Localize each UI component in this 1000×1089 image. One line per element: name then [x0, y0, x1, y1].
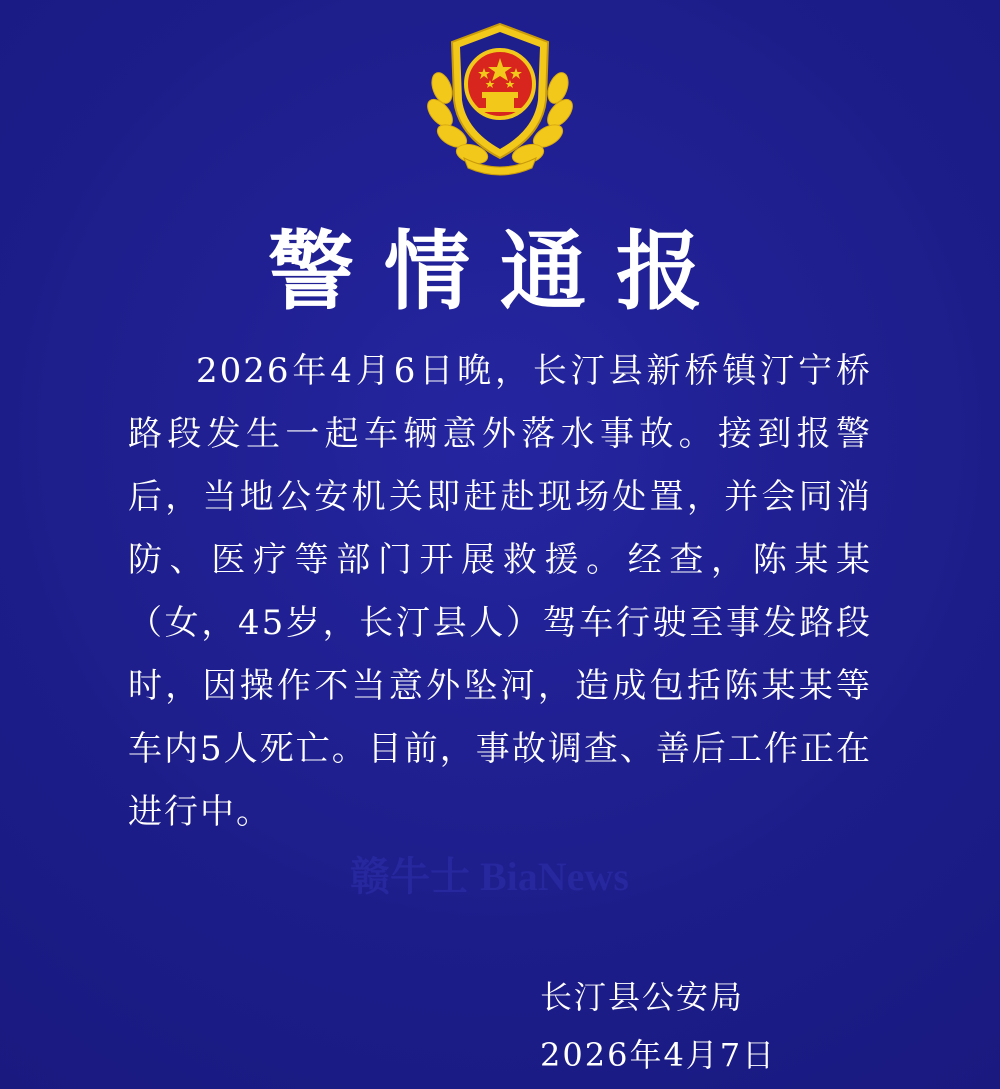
notice-text: 2026年4月6日晚，长汀县新桥镇汀宁桥路段发生一起车辆意外落水事故。接到报警后，当地公安机关即赶赴现场处置，并会同消防、医疗等部门开展救援。经查，陈某某（女，45岁，长汀县人）驾车行驶至事发路段时，因操作不当意外坠河，造成包括陈某某等车内5人死亡。目前，事故调查、善后工作正在进行中。 [128, 351, 872, 832]
signature-block [540, 968, 900, 1084]
police-emblem-icon [420, 18, 580, 178]
watermark: 赣牛士 BiaNews [350, 854, 629, 899]
issuer-name: 长汀县公安局 [540, 978, 745, 1016]
page-title: 警情通报 [268, 221, 732, 322]
notice-paragraph [128, 340, 872, 844]
issue-date: 2026年4月7日 [540, 1036, 777, 1074]
notice-body [128, 340, 872, 844]
